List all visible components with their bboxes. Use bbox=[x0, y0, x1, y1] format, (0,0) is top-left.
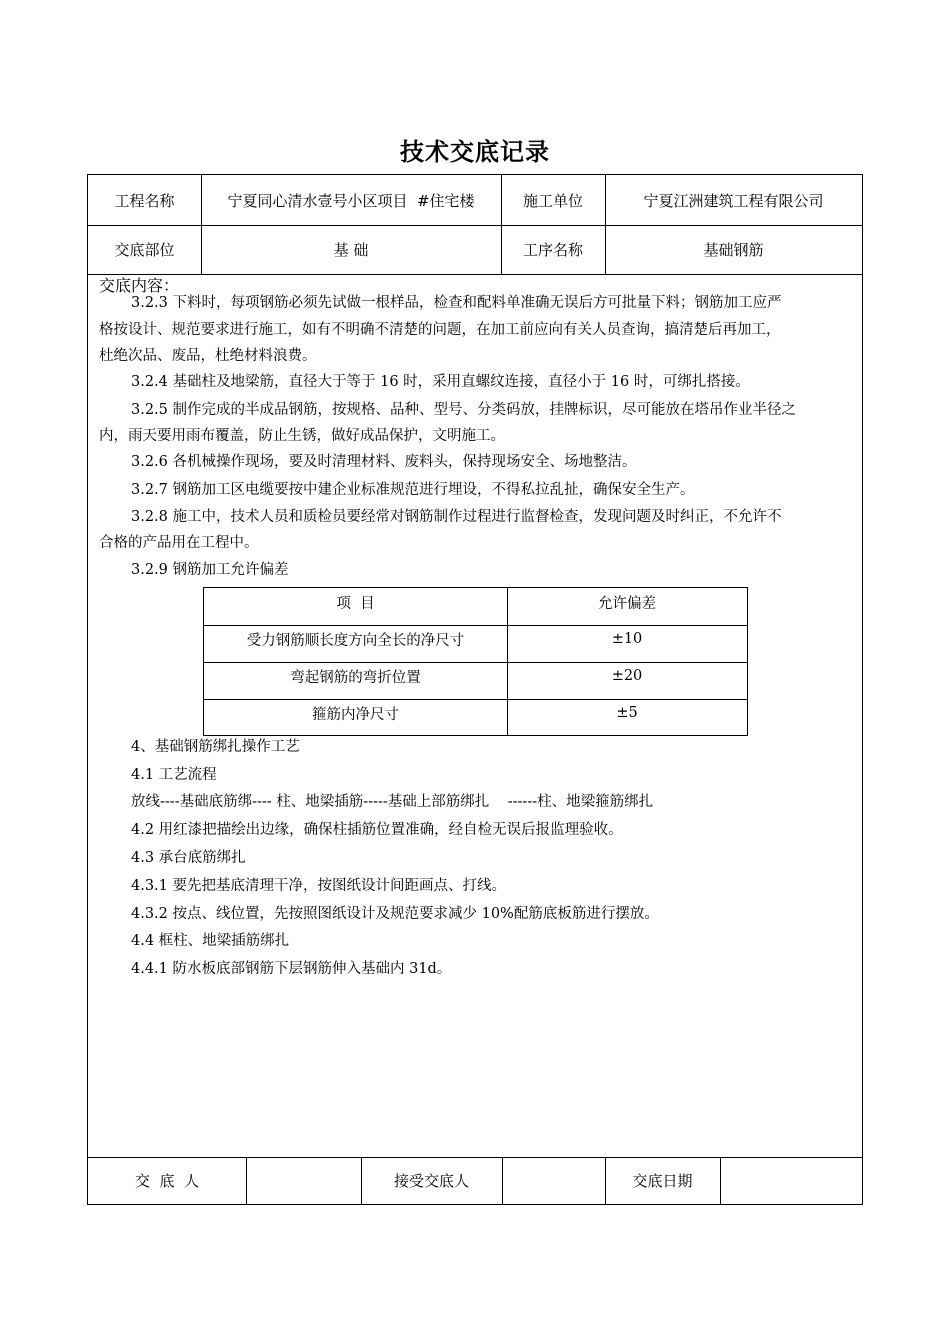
section-heading: 4、基础钢筋绑扎操作工艺 bbox=[131, 739, 300, 755]
table-cell: 弯起钢筋的弯折位置 bbox=[290, 670, 421, 686]
tolerance-table bbox=[203, 587, 748, 736]
paragraph-line: 合格的产品用在工程中。 bbox=[99, 535, 259, 551]
paragraph-line: 4.3.2 按点、线位置，先按照图纸设计及规范要求减少 10%配筋底板筋进行摆放。 bbox=[131, 906, 659, 922]
paragraph-line: 3.2.4 基础柱及地梁筋，直径大于等于 16 时，采用直螺纹连接，直径小于 16 时，可绑扎搭接。 bbox=[131, 374, 750, 390]
table-cell: 箍筋内净尺寸 bbox=[312, 707, 399, 723]
briefer-signature[interactable] bbox=[246, 1157, 361, 1204]
table-header-cell: 允许偏差 bbox=[598, 596, 656, 612]
table-cell: ±20 bbox=[611, 668, 643, 684]
project-name-label: 工程名称 bbox=[114, 191, 175, 210]
project-name-value: 宁夏同心清水壹号小区项目 #住宅楼 bbox=[227, 191, 475, 210]
contractor-label: 施工单位 bbox=[522, 191, 583, 210]
table-cell: ±10 bbox=[611, 631, 643, 647]
page-title: 技术交底记录 bbox=[400, 138, 550, 166]
table-header-cell: 项 目 bbox=[336, 596, 375, 612]
paragraph-line: 3.2.8 施工中，技术人员和质检员要经常对钢筋制作过程进行监督检查，发现问题及时纠正，不允许不 bbox=[131, 509, 782, 525]
paragraph-line: 3.2.3 下料时，每项钢筋必须先试做一根样品，检查和配料单准确无误后方可批量下料；钢筋加工应严 bbox=[131, 295, 782, 311]
paragraph-line: 3.2.7 钢筋加工区电缆要按中建企业标准规范进行埋设，不得私拉乱扯，确保安全生产。 bbox=[131, 482, 695, 498]
paragraph-line: 内，雨天要用雨布覆盖，防止生锈，做好成品保护，文明施工。 bbox=[99, 428, 505, 444]
paragraph-line: 4.3.1 要先把基底清理干净，按图纸设计间距画点、打线。 bbox=[131, 878, 507, 894]
table-row bbox=[204, 699, 747, 736]
divider bbox=[88, 274, 862, 275]
paragraph-line: 3.2.9 钢筋加工允许偏差 bbox=[131, 562, 289, 578]
paragraph-line: 4.4.1 防水板底部钢筋下层钢筋伸入基础内 31d。 bbox=[131, 961, 452, 977]
section-heading: 4.3 承台底筋绑扎 bbox=[131, 850, 246, 866]
table-cell: 受力钢筋顺长度方向全长的净尺寸 bbox=[246, 633, 465, 649]
paragraph-line: 格按设计、规范要求进行施工，如有不明确不清楚的问题，在加工前应向有关人员查询，搞清楚后再加工， bbox=[99, 322, 781, 338]
date-label: 交底日期 bbox=[632, 1172, 693, 1190]
paragraph-line: 杜绝次品、废品，杜绝材料浪费。 bbox=[99, 348, 317, 364]
paragraph-line: 3.2.5 制作完成的半成品钢筋，按规格、品种、型号、分类码放，挂牌标识，尽可能放在塔吊作业半径之 bbox=[131, 402, 796, 418]
section-heading: 4.1 工艺流程 bbox=[131, 767, 217, 783]
contractor-value: 宁夏江洲建筑工程有限公司 bbox=[643, 191, 824, 210]
record-form bbox=[87, 174, 863, 1205]
table-row bbox=[204, 625, 747, 662]
table-header-row bbox=[204, 588, 747, 625]
process-label: 工序名称 bbox=[522, 241, 583, 259]
location-label: 交底部位 bbox=[114, 241, 175, 259]
date-value[interactable] bbox=[720, 1157, 862, 1204]
paragraph-line: 3.2.6 各机械操作现场，要及时清理材料、废料头，保持现场安全、场地整洁。 bbox=[131, 454, 637, 470]
table-cell: ±5 bbox=[616, 705, 638, 721]
content-heading: 交底内容： bbox=[99, 276, 180, 295]
recipient-label: 接受交底人 bbox=[393, 1172, 469, 1190]
section-heading: 4.4 框柱、地梁插筋绑扎 bbox=[131, 933, 290, 949]
recipient-signature[interactable] bbox=[502, 1157, 605, 1204]
paragraph-line: 4.2 用红漆把描绘出边缘，确保柱插筋位置准确，经自检无误后报监理验收。 bbox=[131, 822, 623, 838]
table-row bbox=[204, 662, 747, 699]
location-value: 基 础 bbox=[333, 241, 369, 259]
briefer-label: 交 底 人 bbox=[134, 1172, 200, 1190]
process-flow: 放线----基础底筋绑---- 柱、地梁插筋-----基础上部筋绑扎 ------柱、地梁箍筋绑扎 bbox=[131, 794, 654, 810]
process-value: 基础钢筋 bbox=[703, 241, 764, 259]
